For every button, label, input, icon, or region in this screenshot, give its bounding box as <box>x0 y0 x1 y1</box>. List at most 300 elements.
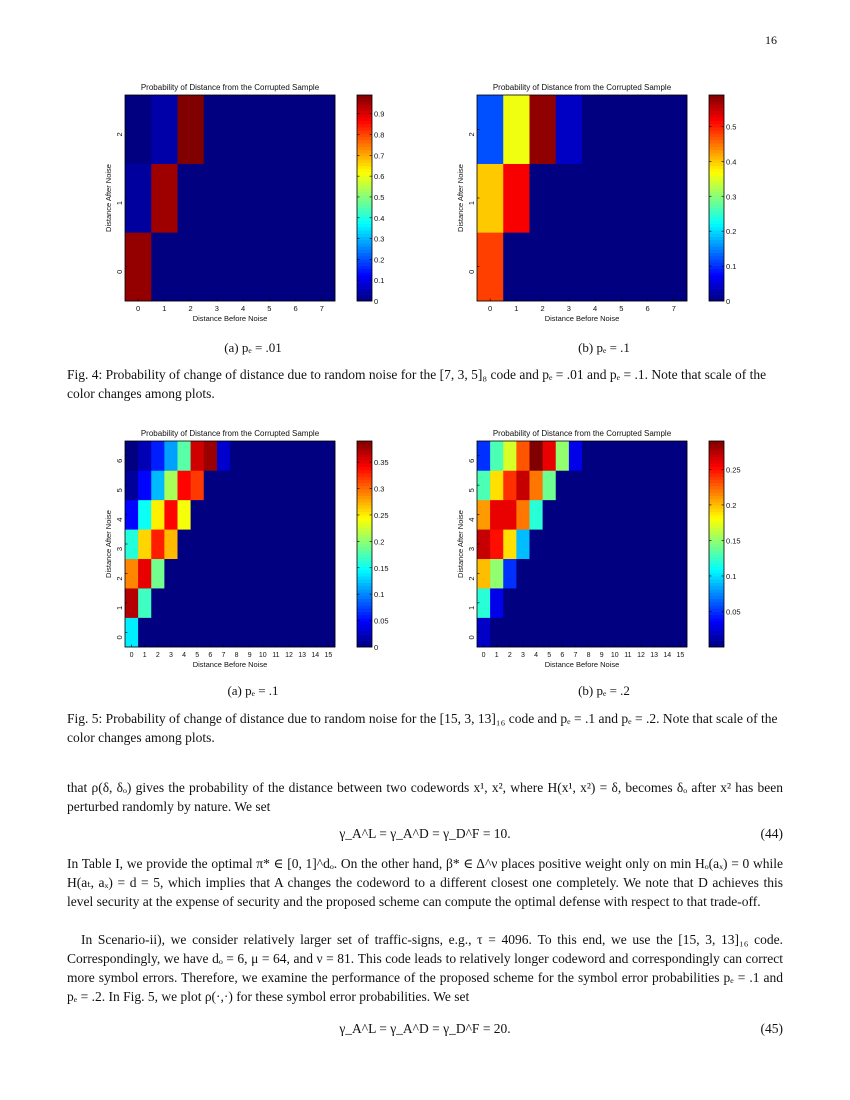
heatmap-cell <box>191 500 204 530</box>
colorbar-segment <box>357 147 372 151</box>
colorbar-tick-label: 0.1 <box>726 571 737 581</box>
heatmap-svg <box>100 424 430 669</box>
colorbar-segment <box>709 114 724 118</box>
heatmap-cell <box>217 559 230 589</box>
x-axis-label: Distance Before Noise <box>192 314 268 323</box>
heatmap-cell <box>243 529 256 559</box>
colorbar-segment <box>357 518 372 522</box>
heatmap-cell <box>648 470 661 500</box>
heatmap-cell <box>164 500 177 530</box>
colorbar-segment <box>709 634 724 638</box>
heatmap-cell <box>648 441 661 471</box>
colorbar-segment <box>709 111 724 115</box>
colorbar-segment <box>709 592 724 596</box>
y-tick-label: 1 <box>115 201 124 206</box>
colorbar-segment <box>357 534 372 538</box>
heatmap-cell <box>125 95 152 164</box>
heatmap-cell <box>661 441 674 471</box>
heatmap-cell <box>530 588 543 618</box>
heatmap-cell <box>543 441 556 471</box>
fig5-caption-text: Probability of change of distance due to random noise for the [15, 3, 13]₁₆ code and pₑ = .1 and pₑ = .2. Note that scale of the color changes among plots. <box>67 711 778 745</box>
heatmap-cell <box>635 500 648 530</box>
colorbar-segment <box>357 496 372 500</box>
heatmap-cell <box>243 470 256 500</box>
heatmap-cell <box>530 470 543 500</box>
heatmap-cell <box>648 588 661 618</box>
colorbar-segment <box>357 596 372 600</box>
colorbar-segment <box>357 631 372 635</box>
colorbar-segment <box>709 221 724 225</box>
colorbar-segment <box>357 547 372 551</box>
heatmap-cell <box>204 618 217 648</box>
colorbar-segment <box>357 573 372 577</box>
heatmap-cell <box>230 470 243 500</box>
y-axis-label: Distance After Noise <box>456 510 465 578</box>
colorbar-tick-label: 0.9 <box>374 109 385 119</box>
colorbar-tick-label: 0.15 <box>374 563 389 573</box>
paragraph-3: In Scenario-ii), we consider relatively larger set of traffic-signs, e.g., τ = 4096. To this end, we use the [15, 3, 13]₁₆ code. Correspondingly, we have dₒ = 6, μ = 64, and ν = 81. This code leads to relatively longer codeword and correspondingly can correct more symbol errors. Therefore, we examine the performance of the proposed scheme for the symbol error probabilities pₑ = .1 and pₑ = .2. In Fig. 5, we plot ρ(·,·) for these symbol error probabilities. We set <box>67 932 783 1004</box>
colorbar-segment <box>357 295 372 299</box>
y-axis-label: Distance After Noise <box>104 510 113 578</box>
heatmap-cell <box>283 441 296 471</box>
page-number: 16 <box>765 33 777 47</box>
heatmap-cell <box>151 441 164 471</box>
colorbar-segment <box>709 124 724 128</box>
colorbar-segment <box>709 489 724 493</box>
heatmap-cell <box>595 441 608 471</box>
heatmap-cell <box>608 559 621 589</box>
colorbar-segment <box>709 541 724 545</box>
colorbar-segment <box>357 586 372 590</box>
heatmap-cell <box>582 559 595 589</box>
colorbar-segment <box>709 259 724 263</box>
fig5a-heatmap <box>100 424 430 674</box>
colorbar-segment <box>357 108 372 112</box>
y-tick-label: 2 <box>115 576 124 581</box>
heatmap-cell <box>556 529 569 559</box>
heatmap-cell <box>138 441 151 471</box>
heatmap-cell <box>490 470 503 500</box>
y-tick-label: 5 <box>115 488 124 493</box>
heatmap-cell <box>556 470 569 500</box>
colorbar-segment <box>709 95 724 99</box>
colorbar-segment <box>357 502 372 506</box>
paragraph-1: that ρ(δ, δₒ) gives the probability of the distance between two codewords x¹, x², where H(x¹, x²) = δ, becomes δₒ after x² has been perturbed randomly by nature. We set <box>67 780 783 814</box>
fig4-caption-label: Fig. 4: <box>67 367 103 382</box>
equation-44 <box>67 826 783 845</box>
heatmap-svg <box>100 78 430 323</box>
heatmap-cell <box>256 559 269 589</box>
x-tick-label: 10 <box>610 652 619 659</box>
colorbar-segment <box>709 483 724 487</box>
heatmap-cell <box>635 441 648 471</box>
heatmap-cell <box>283 588 296 618</box>
colorbar-segment <box>357 525 372 529</box>
heatmap-cell <box>178 232 205 301</box>
colorbar-segment <box>709 211 724 215</box>
heatmap-cell <box>164 470 177 500</box>
colorbar-segment <box>357 499 372 503</box>
heatmap-cell <box>243 500 256 530</box>
colorbar-segment <box>709 156 724 160</box>
heatmap-cell <box>256 441 269 471</box>
heatmap-cell <box>530 164 557 233</box>
heatmap-cell <box>322 559 335 589</box>
colorbar-segment <box>357 454 372 458</box>
heatmap-cell <box>191 588 204 618</box>
heatmap-cell <box>151 95 178 164</box>
colorbar-segment <box>357 505 372 509</box>
x-axis-label: Distance Before Noise <box>192 660 268 669</box>
colorbar-segment <box>709 637 724 641</box>
colorbar-segment <box>709 256 724 260</box>
colorbar-segment <box>357 224 372 228</box>
equation-44-number: (44) <box>760 826 783 841</box>
colorbar-tick-label: 0 <box>374 297 379 306</box>
x-tick-label: 10 <box>258 652 267 659</box>
colorbar-segment <box>357 612 372 616</box>
colorbar-segment <box>357 554 372 558</box>
heatmap-cell <box>204 559 217 589</box>
heatmap-cell <box>322 588 335 618</box>
colorbar-segment <box>357 246 372 250</box>
heatmap-cell <box>204 164 231 233</box>
heatmap-cell <box>648 500 661 530</box>
colorbar-segment <box>357 195 372 199</box>
colorbar-tick-label: 0.25 <box>374 510 389 520</box>
colorbar-segment <box>709 98 724 102</box>
x-tick-label: 9 <box>247 652 252 659</box>
heatmap-cell <box>635 559 648 589</box>
heatmap-cell <box>608 500 621 530</box>
heatmap-cell <box>217 441 230 471</box>
colorbar-segment <box>709 204 724 208</box>
colorbar-segment <box>709 288 724 292</box>
colorbar-segment <box>357 282 372 286</box>
heatmap-cell <box>503 588 516 618</box>
heatmap-cell <box>569 618 582 648</box>
colorbar-segment <box>709 586 724 590</box>
colorbar-segment <box>357 602 372 606</box>
heatmap-cell <box>296 470 309 500</box>
colorbar-segment <box>709 576 724 580</box>
x-tick-label: 2 <box>540 304 545 313</box>
y-tick-label: 2 <box>467 132 476 137</box>
fig4-caption-text: Probability of change of distance due to random noise for the [7, 3, 5]₈ code and pₑ = .01 and pₑ = .1. Note that scale of the color changes among plots. <box>67 367 767 401</box>
heatmap-cell <box>661 559 674 589</box>
colorbar-segment <box>709 521 724 525</box>
colorbar-segment <box>357 185 372 189</box>
heatmap-cell <box>178 500 191 530</box>
colorbar-segment <box>709 457 724 461</box>
colorbar-segment <box>709 278 724 282</box>
colorbar-segment <box>357 192 372 196</box>
colorbar-segment <box>357 272 372 276</box>
colorbar-segment <box>709 243 724 247</box>
colorbar-segment <box>357 567 372 571</box>
heatmap-cell <box>516 559 529 589</box>
colorbar-segment <box>357 576 372 580</box>
heatmap-cell <box>635 618 648 648</box>
colorbar-segment <box>709 599 724 603</box>
colorbar-segment <box>709 470 724 474</box>
colorbar-segment <box>357 250 372 254</box>
colorbar-tick-label: 0 <box>726 297 731 306</box>
heatmap-cell <box>569 441 582 471</box>
colorbar-segment <box>357 266 372 270</box>
heatmap-cell <box>595 500 608 530</box>
heatmap-cell <box>217 470 230 500</box>
colorbar-segment <box>357 201 372 205</box>
x-tick-label: 0 <box>136 304 141 313</box>
x-tick-label: 0 <box>488 304 493 313</box>
x-tick-label: 6 <box>645 304 650 313</box>
colorbar-segment <box>357 230 372 234</box>
heatmap-cell <box>608 441 621 471</box>
colorbar-segment <box>357 208 372 212</box>
y-axis-label: Distance After Noise <box>104 164 113 232</box>
heatmap-cell <box>243 588 256 618</box>
colorbar-segment <box>709 518 724 522</box>
heatmap-cell <box>595 529 608 559</box>
heatmap-cell <box>516 470 529 500</box>
colorbar-segment <box>709 198 724 202</box>
x-tick-label: 5 <box>267 304 272 313</box>
heatmap-cell <box>556 500 569 530</box>
colorbar-segment <box>357 163 372 167</box>
heatmap-cell <box>556 559 569 589</box>
heatmap-cell <box>178 470 191 500</box>
y-tick-label: 0 <box>467 635 476 640</box>
x-tick-label: 7 <box>319 304 324 313</box>
colorbar-segment <box>357 550 372 554</box>
heatmap-cell <box>477 95 504 164</box>
heatmap-cell <box>674 500 687 530</box>
fig4a-subcaption: (a) pₑ = .01 <box>224 340 282 355</box>
heatmap-cell <box>621 500 634 530</box>
heatmap-cell <box>230 441 243 471</box>
heatmap-cell <box>556 441 569 471</box>
heatmap-cell <box>543 529 556 559</box>
heatmap-cell <box>309 618 322 648</box>
colorbar-tick-label: 0.15 <box>726 536 741 546</box>
colorbar-segment <box>357 182 372 186</box>
x-tick-label: 3 <box>168 652 173 659</box>
heatmap-cell <box>621 618 634 648</box>
colorbar-segment <box>357 137 372 141</box>
x-tick-label: 3 <box>214 304 219 313</box>
y-tick-label: 4 <box>467 517 476 522</box>
heatmap-cell <box>309 500 322 530</box>
heatmap-cell <box>635 529 648 559</box>
heatmap-cell <box>309 529 322 559</box>
colorbar-segment <box>357 521 372 525</box>
heatmap-cell <box>178 441 191 471</box>
colorbar-segment <box>709 105 724 109</box>
colorbar-segment <box>709 515 724 519</box>
colorbar-segment <box>709 134 724 138</box>
heatmap-cell <box>530 232 557 301</box>
heatmap-cell <box>569 559 582 589</box>
colorbar-segment <box>709 547 724 551</box>
x-tick-label: 2 <box>507 652 512 659</box>
heatmap-cell <box>283 470 296 500</box>
heatmap-cell <box>138 588 151 618</box>
colorbar-tick-label: 0.2 <box>374 537 385 547</box>
heatmap-cell <box>178 529 191 559</box>
colorbar-segment <box>709 563 724 567</box>
heatmap-cell <box>661 95 688 164</box>
heatmap-cell <box>674 441 687 471</box>
heatmap-cell <box>151 470 164 500</box>
colorbar-tick-label: 0.35 <box>374 458 389 468</box>
heatmap-cell <box>256 232 283 301</box>
colorbar-segment <box>357 262 372 266</box>
heatmap-cell <box>296 559 309 589</box>
colorbar-segment <box>357 275 372 279</box>
heatmap-cell <box>256 588 269 618</box>
colorbar-segment <box>357 637 372 641</box>
colorbar-segment <box>709 570 724 574</box>
y-tick-label: 1 <box>115 605 124 611</box>
colorbar-segment <box>709 240 724 244</box>
heatmap-cell <box>283 559 296 589</box>
heatmap-cell <box>582 441 595 471</box>
heatmap-cell <box>582 232 609 301</box>
colorbar-segment <box>709 233 724 237</box>
heatmap-cell <box>151 588 164 618</box>
colorbar-segment <box>709 612 724 616</box>
colorbar-tick-label: 0.1 <box>374 590 385 600</box>
colorbar-segment <box>709 512 724 516</box>
x-tick-label: 11 <box>624 652 632 659</box>
heatmap-cell <box>309 470 322 500</box>
heatmap-cell <box>516 441 529 471</box>
colorbar-segment <box>709 153 724 157</box>
colorbar-segment <box>357 624 372 628</box>
x-tick-label: 3 <box>520 652 525 659</box>
heatmap-cell <box>256 500 269 530</box>
x-tick-label: 4 <box>182 652 187 659</box>
heatmap-cell <box>269 529 282 559</box>
fig5b-heatmap <box>452 424 782 674</box>
colorbar-segment <box>709 250 724 254</box>
heatmap-cell <box>125 232 152 301</box>
heatmap-cell <box>217 618 230 648</box>
colorbar-segment <box>357 253 372 257</box>
colorbar-segment <box>709 169 724 173</box>
colorbar-segment <box>357 608 372 612</box>
colorbar-segment <box>357 483 372 487</box>
heatmap-cell <box>256 470 269 500</box>
heatmap-cell <box>490 500 503 530</box>
colorbar-segment <box>709 208 724 212</box>
heatmap-cell <box>490 618 503 648</box>
heatmap-cell <box>608 618 621 648</box>
heatmap-cell <box>543 618 556 648</box>
heatmap-cell <box>296 618 309 648</box>
colorbar-segment <box>357 641 372 645</box>
colorbar-segment <box>709 163 724 167</box>
colorbar-segment <box>709 118 724 122</box>
colorbar-segment <box>709 137 724 141</box>
x-tick-label: 1 <box>162 304 167 313</box>
colorbar-segment <box>357 101 372 105</box>
colorbar-segment <box>709 214 724 218</box>
colorbar-segment <box>357 172 372 176</box>
colorbar-tick-label: 0.05 <box>726 607 741 617</box>
x-tick-label: 14 <box>663 652 672 659</box>
x-tick-label: 14 <box>311 652 320 659</box>
heatmap-cell <box>516 500 529 530</box>
heatmap-svg <box>452 424 782 669</box>
heatmap-cell <box>582 164 609 233</box>
heatmap-cell <box>138 618 151 648</box>
heatmap-cell <box>490 559 503 589</box>
colorbar-segment <box>709 473 724 477</box>
colorbar-segment <box>357 451 372 455</box>
heatmap-cell <box>582 529 595 559</box>
colorbar-segment <box>357 169 372 173</box>
y-tick-label: 3 <box>115 547 124 552</box>
heatmap-cell <box>204 529 217 559</box>
x-tick-label: 7 <box>573 652 578 659</box>
heatmap-cell <box>582 588 595 618</box>
heatmap-cell <box>635 470 648 500</box>
heatmap-cell <box>204 232 231 301</box>
heatmap-cell <box>204 588 217 618</box>
x-tick-label: 1 <box>142 652 147 659</box>
equation-44-body: γ_A^L = γ_A^D = γ_D^F = 10. <box>339 826 511 841</box>
heatmap-cell <box>516 529 529 559</box>
colorbar-segment <box>357 579 372 583</box>
colorbar-segment <box>709 447 724 451</box>
fig5b-subcaption: (b) pₑ = .2 <box>578 683 630 698</box>
colorbar-tick-label: 0.5 <box>726 122 737 132</box>
x-tick-label: 0 <box>129 652 134 659</box>
heatmap-cell <box>283 618 296 648</box>
colorbar-segment <box>709 272 724 276</box>
colorbar-segment <box>709 615 724 619</box>
x-tick-label: 1 <box>514 304 519 313</box>
y-tick-label: 0 <box>467 269 476 274</box>
heatmap-cell <box>674 618 687 648</box>
colorbar-segment <box>357 621 372 625</box>
heatmap-cell <box>151 529 164 559</box>
x-axis-label: Distance Before Noise <box>544 660 620 669</box>
heatmap-cell <box>635 95 662 164</box>
heatmap-cell <box>503 529 516 559</box>
colorbar-segment <box>709 464 724 468</box>
colorbar-segment <box>709 179 724 183</box>
y-tick-label: 0 <box>115 635 124 640</box>
heatmap-cell <box>164 441 177 471</box>
colorbar-tick-label: 0.25 <box>726 465 741 475</box>
colorbar-segment <box>709 121 724 125</box>
colorbar-tick-label: 0.05 <box>374 616 389 626</box>
heatmap-cell <box>674 529 687 559</box>
heatmap-cell <box>582 500 595 530</box>
heatmap-cell <box>204 500 217 530</box>
colorbar-segment <box>709 166 724 170</box>
heatmap-cell <box>230 529 243 559</box>
y-tick-label: 5 <box>467 488 476 493</box>
heatmap-cell <box>309 559 322 589</box>
x-tick-label: 12 <box>285 652 293 659</box>
colorbar-segment <box>357 470 372 474</box>
x-tick-label: 4 <box>241 304 246 313</box>
heatmap-cell <box>543 470 556 500</box>
